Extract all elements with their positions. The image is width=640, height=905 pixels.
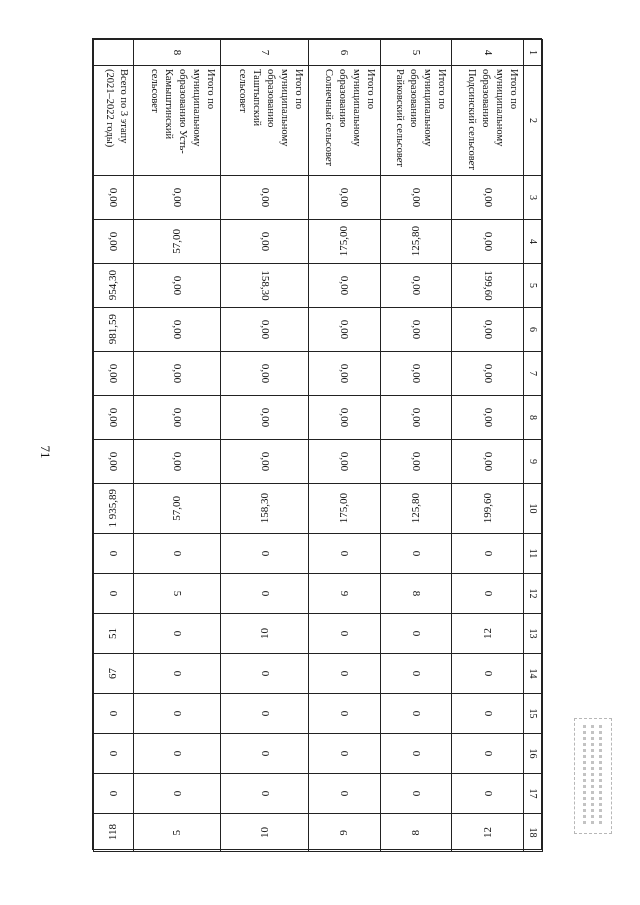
value-cell — [94, 484, 134, 534]
value-text: 175,00 — [338, 493, 351, 524]
value-cell — [380, 176, 452, 220]
column-header: 10 — [524, 484, 543, 534]
table-row — [221, 40, 309, 852]
value-cell — [221, 574, 309, 614]
value-text: 0,00 — [171, 363, 184, 384]
value-cell — [94, 396, 134, 440]
value-cell — [452, 308, 524, 352]
value-text: 9 — [338, 829, 351, 836]
value-text: 0,00 — [410, 407, 423, 428]
value-cell — [133, 352, 221, 396]
value-cell — [94, 308, 134, 352]
column-header: 6 — [524, 308, 543, 352]
row-name-cell: Всего по 3 этапу (2021–2022 годы) — [94, 66, 134, 176]
value-text: 0 — [171, 670, 184, 677]
table-row — [133, 40, 221, 852]
value-cell — [452, 352, 524, 396]
value-cell — [309, 352, 381, 396]
value-text: 0 — [107, 790, 120, 797]
value-cell — [94, 534, 134, 574]
row-number-cell: 8 — [133, 40, 221, 66]
value-text: 0 — [171, 750, 184, 757]
rotated-table-container — [93, 39, 543, 851]
value-cell — [380, 534, 452, 574]
value-text: 0 — [338, 710, 351, 717]
value-cell — [133, 654, 221, 694]
value-cell — [221, 654, 309, 694]
value-cell — [309, 440, 381, 484]
column-header: 5 — [524, 264, 543, 308]
value-text: 0 — [171, 710, 184, 717]
value-text: 0,00 — [338, 363, 351, 384]
value-text: 118 — [107, 824, 120, 841]
value-text: 0,00 — [410, 363, 423, 384]
value-text: 199,60 — [481, 270, 494, 301]
value-text: 0,00 — [107, 451, 120, 472]
value-cell — [309, 774, 381, 814]
value-cell — [309, 534, 381, 574]
value-text: 12 — [481, 827, 494, 838]
value-text: 0,00 — [258, 363, 271, 384]
column-header: 9 — [524, 440, 543, 484]
value-cell — [452, 396, 524, 440]
row-number-cell: 7 — [221, 40, 309, 66]
value-cell — [221, 264, 309, 308]
value-cell — [94, 694, 134, 734]
value-cell — [221, 308, 309, 352]
value-cell — [452, 176, 524, 220]
value-text: 0 — [481, 550, 494, 557]
value-text: 981,59 — [107, 314, 120, 345]
value-cell — [133, 614, 221, 654]
row-name-cell: Итого по муниципальному образованию Солнечный сельсовет — [309, 66, 381, 176]
value-cell — [380, 484, 452, 534]
value-text: 175,00 — [338, 226, 351, 257]
row-number-cell: 6 — [309, 40, 381, 66]
column-header: 8 — [524, 396, 543, 440]
value-cell — [309, 220, 381, 264]
column-header: 18 — [524, 814, 543, 852]
value-cell — [94, 774, 134, 814]
value-cell — [133, 534, 221, 574]
value-cell — [452, 814, 524, 852]
value-text: 0 — [481, 710, 494, 717]
value-cell — [309, 694, 381, 734]
value-text: 57,00 — [171, 496, 184, 521]
row-name-cell: Итого по муниципальному образованию Райковский сельсовет — [380, 66, 452, 176]
approval-stamp — [574, 718, 612, 834]
value-text: 0 — [481, 790, 494, 797]
value-cell — [221, 352, 309, 396]
value-text: 125,80 — [410, 493, 423, 524]
value-text: 0,00 — [338, 187, 351, 208]
table-row — [452, 40, 524, 852]
value-text: 0,00 — [481, 451, 494, 472]
value-text: 0,00 — [410, 319, 423, 340]
value-cell — [133, 574, 221, 614]
value-cell — [452, 264, 524, 308]
value-text: 0,00 — [481, 187, 494, 208]
value-text: 0 — [481, 670, 494, 677]
value-cell — [221, 176, 309, 220]
header-row — [524, 40, 543, 852]
value-text: 0,00 — [338, 319, 351, 340]
value-text: 0 — [481, 590, 494, 597]
value-cell — [221, 694, 309, 734]
value-cell — [221, 774, 309, 814]
row-number-cell: 4 — [452, 40, 524, 66]
value-text: 0 — [107, 550, 120, 557]
column-header: 1 — [524, 40, 543, 66]
value-text: 0 — [410, 790, 423, 797]
value-cell — [380, 694, 452, 734]
value-text: 0,00 — [171, 187, 184, 208]
row-name-cell: Итого по муниципальному образованию Подсинский сельсовет — [452, 66, 524, 176]
value-text: 0 — [338, 550, 351, 557]
column-header: 16 — [524, 734, 543, 774]
value-text: 10 — [258, 827, 271, 838]
value-text: 8 — [410, 829, 423, 836]
value-cell — [452, 774, 524, 814]
value-cell — [380, 574, 452, 614]
value-text: 0,00 — [410, 451, 423, 472]
column-header: 11 — [524, 534, 543, 574]
value-cell — [133, 484, 221, 534]
value-text: 0 — [258, 550, 271, 557]
value-cell — [309, 484, 381, 534]
value-text: 0,00 — [481, 319, 494, 340]
value-text: 0,00 — [107, 231, 120, 252]
value-cell — [221, 220, 309, 264]
value-cell — [94, 734, 134, 774]
value-cell — [309, 176, 381, 220]
value-cell — [380, 654, 452, 694]
value-text: 199,60 — [481, 493, 494, 524]
value-text: 0,00 — [171, 451, 184, 472]
value-cell — [309, 308, 381, 352]
value-text: 0 — [171, 790, 184, 797]
value-text: 67 — [107, 668, 120, 679]
value-text: 0 — [410, 550, 423, 557]
value-cell — [452, 614, 524, 654]
value-text: 0 — [410, 670, 423, 677]
value-cell — [94, 440, 134, 484]
column-header: 2 — [524, 66, 543, 176]
value-cell — [380, 308, 452, 352]
row-name-cell: Итого по муниципальному образованию Таштыпский сельсовет — [221, 66, 309, 176]
value-text: 0,00 — [258, 187, 271, 208]
column-header: 15 — [524, 694, 543, 734]
value-cell — [380, 814, 452, 852]
value-cell — [309, 814, 381, 852]
value-text: 954,30 — [107, 270, 120, 301]
value-text: 0 — [258, 590, 271, 597]
value-cell — [452, 534, 524, 574]
value-cell — [380, 264, 452, 308]
value-text: 0,00 — [481, 407, 494, 428]
value-text: 8 — [410, 590, 423, 597]
value-cell — [221, 534, 309, 574]
value-cell — [221, 734, 309, 774]
value-cell — [133, 396, 221, 440]
value-text: 0 — [171, 630, 184, 637]
value-cell — [452, 654, 524, 694]
value-text: 5 — [171, 590, 184, 597]
value-text: 9 — [338, 590, 351, 597]
row-number-cell — [94, 40, 134, 66]
data-table — [93, 39, 543, 852]
value-cell — [221, 440, 309, 484]
value-text: 0,00 — [410, 275, 423, 296]
value-cell — [221, 396, 309, 440]
column-header: 13 — [524, 614, 543, 654]
value-text: 125,80 — [410, 226, 423, 257]
value-text: 0 — [258, 790, 271, 797]
value-text: 0,00 — [338, 407, 351, 428]
value-cell — [221, 814, 309, 852]
value-text: 0 — [338, 670, 351, 677]
value-cell — [94, 176, 134, 220]
value-text: 0,00 — [107, 187, 120, 208]
table-body — [94, 40, 524, 852]
value-cell — [94, 614, 134, 654]
value-text: 0,00 — [258, 319, 271, 340]
value-text: 5 — [171, 829, 184, 836]
value-text: 0 — [410, 630, 423, 637]
value-text: 0 — [171, 550, 184, 557]
value-cell — [309, 654, 381, 694]
table-row — [309, 40, 381, 852]
value-text: 0,00 — [258, 231, 271, 252]
value-text: 158,30 — [258, 270, 271, 301]
value-text: 0,00 — [481, 363, 494, 384]
value-cell — [133, 176, 221, 220]
value-text: 0 — [107, 710, 120, 717]
row-number-cell: 5 — [380, 40, 452, 66]
value-cell — [133, 774, 221, 814]
value-cell — [221, 484, 309, 534]
value-cell — [380, 614, 452, 654]
value-cell — [94, 352, 134, 396]
value-cell — [452, 484, 524, 534]
table-row — [94, 40, 134, 852]
value-cell — [309, 574, 381, 614]
value-cell — [309, 396, 381, 440]
data-table-frame — [92, 38, 542, 850]
value-text: 0,00 — [258, 451, 271, 472]
value-text: 0 — [258, 710, 271, 717]
value-text: 0 — [410, 750, 423, 757]
value-text: 0,00 — [481, 231, 494, 252]
table-row — [380, 40, 452, 852]
value-cell — [133, 440, 221, 484]
column-header: 14 — [524, 654, 543, 694]
value-text: 51 — [107, 628, 120, 639]
value-text: 0 — [338, 790, 351, 797]
value-cell — [380, 734, 452, 774]
value-text: 0,00 — [171, 319, 184, 340]
value-text: 0 — [107, 590, 120, 597]
value-cell — [309, 734, 381, 774]
value-cell — [94, 654, 134, 694]
value-text: 158,30 — [258, 493, 271, 524]
value-text: 0,00 — [171, 275, 184, 296]
column-header: 7 — [524, 352, 543, 396]
value-cell — [452, 734, 524, 774]
value-cell — [309, 264, 381, 308]
value-text: 0 — [410, 710, 423, 717]
value-cell — [94, 814, 134, 852]
value-text: 0 — [338, 630, 351, 637]
value-cell — [133, 734, 221, 774]
value-cell — [380, 220, 452, 264]
value-text: 0 — [338, 750, 351, 757]
value-cell — [452, 574, 524, 614]
value-text: 0,00 — [338, 451, 351, 472]
value-text: 0,00 — [107, 407, 120, 428]
column-header: 17 — [524, 774, 543, 814]
value-text: 0,00 — [107, 363, 120, 384]
column-header: 3 — [524, 176, 543, 220]
value-cell — [221, 614, 309, 654]
value-text: 0 — [107, 750, 120, 757]
value-cell — [452, 440, 524, 484]
value-cell — [94, 574, 134, 614]
value-text: 12 — [481, 628, 494, 639]
value-text: 0 — [258, 750, 271, 757]
value-cell — [380, 352, 452, 396]
value-cell — [133, 308, 221, 352]
value-cell — [380, 774, 452, 814]
value-cell — [133, 264, 221, 308]
value-text: 10 — [258, 628, 271, 639]
column-header: 4 — [524, 220, 543, 264]
value-cell — [380, 396, 452, 440]
value-cell — [133, 814, 221, 852]
value-text: 0 — [258, 670, 271, 677]
row-name-cell: Итого по муниципальному образованию Усть-Камыштинский сельсовет — [133, 66, 221, 176]
value-cell — [309, 614, 381, 654]
value-text: 0,00 — [410, 187, 423, 208]
value-cell — [94, 220, 134, 264]
value-text: 0 — [481, 750, 494, 757]
value-cell — [380, 440, 452, 484]
value-text: 0,00 — [338, 275, 351, 296]
value-text: 0,00 — [171, 407, 184, 428]
value-cell — [452, 694, 524, 734]
value-cell — [133, 694, 221, 734]
column-header: 12 — [524, 574, 543, 614]
value-cell — [452, 220, 524, 264]
value-cell — [94, 264, 134, 308]
value-text: 1 935,89 — [107, 489, 120, 528]
value-cell — [133, 220, 221, 264]
value-text: 57,00 — [171, 229, 184, 254]
value-text: 0,00 — [258, 407, 271, 428]
page-number: 71 — [38, 445, 53, 459]
